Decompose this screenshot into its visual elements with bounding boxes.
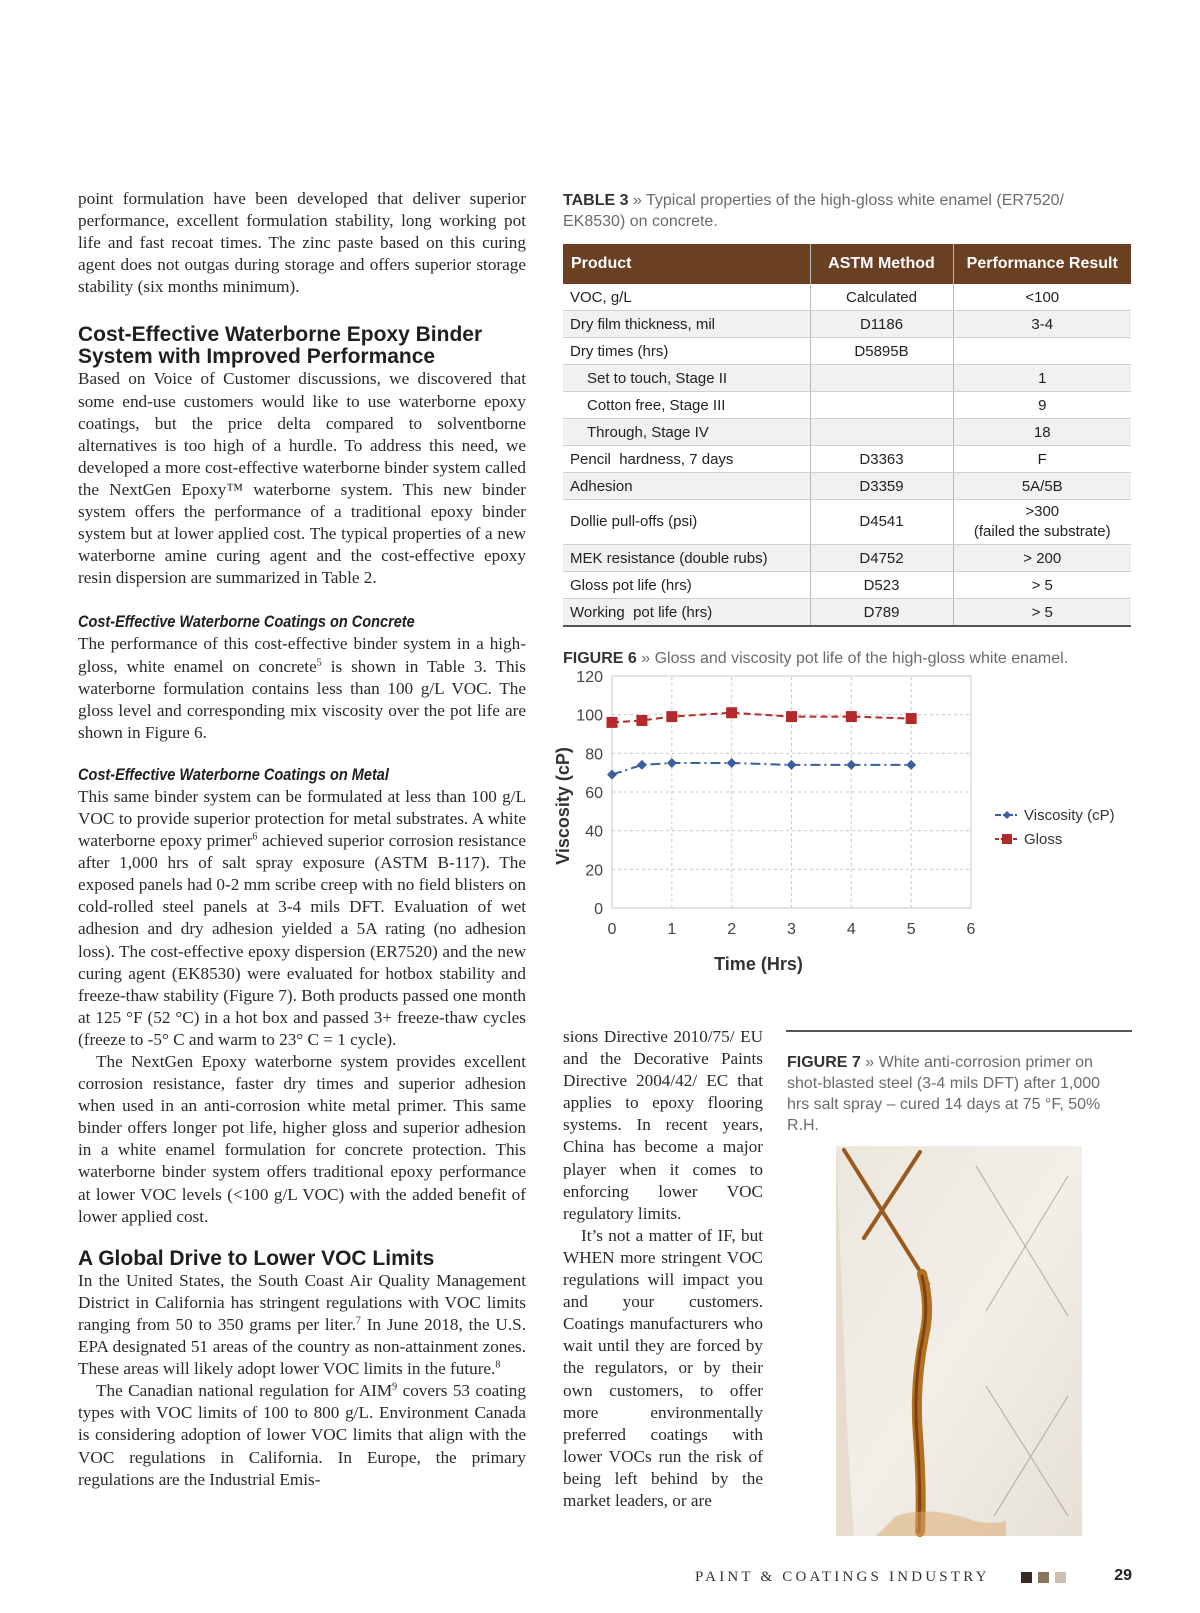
data-point-gloss xyxy=(666,711,677,722)
legend-label: Viscosity (cP) xyxy=(1024,807,1115,824)
y-tick-label: 60 xyxy=(585,785,603,802)
ref-6: 6 xyxy=(252,831,258,843)
primer-panel-photo xyxy=(836,1146,1082,1536)
table-cell: D3359 xyxy=(810,473,953,500)
table-cell: D4541 xyxy=(810,500,953,545)
paragraph-nextgen: The NextGen Epoxy waterborne system provides excellent corrosion resistance, faster dry times and superior adhesion when used in an anti-corrosion white metal primer. This same binder offers longer pot life, higher gloss and superior adhesion in a white enamel formulation for concrete protection. This waterborne binder system offers traditional epoxy performance at lower VOC levels (<100 g/L VOC) with the added benefit of lower applied cost. xyxy=(78,1052,526,1226)
y-tick-label: 100 xyxy=(576,707,603,725)
data-point-gloss xyxy=(726,707,737,718)
data-point-gloss xyxy=(906,713,917,724)
data-point-viscosity xyxy=(727,758,737,768)
table-cell: F xyxy=(953,446,1131,473)
chart-grid xyxy=(612,676,971,908)
table-cell: Set to touch, Stage II xyxy=(563,365,810,392)
table-cell: MEK resistance (double rubs) xyxy=(563,545,810,572)
table3 xyxy=(563,244,1131,627)
y-axis-label: Viscosity (cP) xyxy=(553,747,573,865)
table-row xyxy=(563,284,1131,311)
figure6-caption-text: Gloss and viscosity pot life of the high-gloss white enamel. xyxy=(654,650,1069,667)
data-point-viscosity xyxy=(667,758,677,768)
table-row xyxy=(563,419,1131,446)
heading-concrete: Cost-Effective Waterborne Coatings on Concrete xyxy=(78,613,415,632)
figure7-rule xyxy=(786,1030,1132,1032)
paragraph-us-b: In June 2018, the U.S. EPA designated 51 areas of the country as non-attainment zones. These areas will likely adopt lower VOC limits in the future. xyxy=(78,1314,526,1379)
x-tick-label: 0 xyxy=(607,921,617,938)
column-header-product: Product xyxy=(563,244,810,284)
dollie-value: >300 xyxy=(1025,503,1060,520)
paragraph-us-a: In the United States, the South Coast Air Quality Management District in California has stringent regulations with VOC limits ranging from 50 to 350 grams per liter. xyxy=(78,1270,526,1334)
table-cell: 18 xyxy=(953,419,1131,446)
table-row xyxy=(563,473,1131,500)
table-cell xyxy=(810,365,953,392)
figure6-label: FIGURE 6 xyxy=(563,650,637,667)
table-cell: > 5 xyxy=(953,572,1131,599)
legend-marker xyxy=(1003,811,1011,819)
x-axis-label: Time (Hrs) xyxy=(714,954,803,974)
paragraph-concrete xyxy=(78,633,526,743)
table-cell xyxy=(810,392,953,419)
table-cell: Adhesion xyxy=(563,473,810,500)
table-cell: <100 xyxy=(953,284,1131,311)
table-row xyxy=(563,392,1131,419)
y-tick-label: 0 xyxy=(594,901,603,918)
panel-background xyxy=(836,1146,1082,1536)
table-cell: D789 xyxy=(810,599,953,627)
table-cell: Dry times (hrs) xyxy=(563,338,810,365)
table-row xyxy=(563,599,1131,627)
ref-8: 8 xyxy=(495,1359,501,1371)
table-cell: D523 xyxy=(810,572,953,599)
x-tick-label: 3 xyxy=(787,921,796,938)
data-point-gloss xyxy=(607,717,618,728)
table-cell: 3-4 xyxy=(953,311,1131,338)
table-cell: Cotton free, Stage III xyxy=(563,392,810,419)
x-tick-label: 6 xyxy=(966,921,976,938)
paragraph-metal xyxy=(78,786,526,1051)
paragraph-regulations: It’s not a matter of IF, but WHEN more stringent VOC regulations will impact you and your customers. Coatings manufacturers who wait until they are forced by the regulators, or by their own customers, to offer more environmentally preferred coatings with lower VOCs run the risk of being left behind by the market leaders, or are xyxy=(563,1225,763,1510)
chart-legend xyxy=(995,807,1115,848)
page-footer xyxy=(695,1567,1132,1589)
dollie-note: (failed the substrate) xyxy=(973,523,1111,540)
table-cell: D1186 xyxy=(810,311,953,338)
y-tick-label: 120 xyxy=(576,669,603,686)
table-row xyxy=(563,338,1131,365)
figure6-chart xyxy=(553,669,1145,1010)
table-row xyxy=(563,572,1131,599)
x-tick-label: 4 xyxy=(846,921,856,938)
table-row xyxy=(563,446,1131,473)
paragraph-canada-a: The Canadian national regulation for AIM xyxy=(96,1381,393,1401)
legend-marker xyxy=(1002,834,1012,844)
data-point-gloss xyxy=(636,715,647,726)
table-cell: Working pot life (hrs) xyxy=(563,599,810,627)
caption-arrow: » xyxy=(632,192,642,209)
caption-arrow: » xyxy=(865,1054,875,1071)
table-cell: Dry film thickness, mil xyxy=(563,311,810,338)
table-cell: > 5 xyxy=(953,599,1131,627)
left-column xyxy=(78,188,526,1491)
paragraph-metal-a: This same binder system can be formulated at less than 100 g/L VOC to provide superior protection for metal substrates. A white waterborne epoxy primer xyxy=(78,786,526,851)
x-tick-label: 5 xyxy=(906,921,916,938)
table-cell: Dollie pull-offs (psi) xyxy=(563,500,810,545)
middle-column xyxy=(563,1026,763,1512)
data-point-viscosity xyxy=(906,760,916,770)
table-cell: Pencil hardness, 7 days xyxy=(563,446,810,473)
series-line-viscosity xyxy=(612,763,911,775)
table3-caption-text: Typical properties of the high-gloss white enamel (ER7520/ EK8530) on concrete. xyxy=(563,192,1064,230)
table-row xyxy=(563,500,1131,545)
table-row xyxy=(563,545,1131,572)
paragraph-binder: Based on Voice of Customer discussions, we discovered that some end-use customers would like to use waterborne epoxy coatings, but the price delta compared to solventborne alternatives is too high of a hurdle. To address this need, we developed a more cost-effective waterborne binder system called the NextGen Epoxy™ waterborne system. This new binder system offers the performance of a traditional epoxy binder system but at lower applied cost. The typical properties of a new waterborne amine curing agent and the cost-effective epoxy resin dispersion are summarized in Table 2. xyxy=(78,369,526,588)
data-point-gloss xyxy=(786,711,797,722)
footer-square xyxy=(1055,1572,1066,1583)
paragraph-concrete-b: is shown in Table 3. This waterborne formulation contains less than 100 g/L VOC. The gloss level and corresponding mix viscosity over the pot life are shown in Figure 6. xyxy=(78,656,526,742)
y-tick-label: 20 xyxy=(585,862,603,880)
paragraph-eu: sions Directive 2010/75/ EU and the Decorative Paints Directive 2004/42/ EC that applies to epoxy flooring systems. In recent years, China has become a major player when it comes to enforcing lower VOC regulatory limits. xyxy=(563,1027,763,1223)
table-cell: 1 xyxy=(953,365,1131,392)
table-cell: > 200 xyxy=(953,545,1131,572)
heading-global: A Global Drive to Lower VOC Limits xyxy=(78,1246,435,1270)
heading-binder-system: Cost-Effective Waterborne Epoxy Binder System with Improved Performance xyxy=(78,323,483,369)
table-header-row xyxy=(563,244,1131,284)
legend-label: Gloss xyxy=(1024,831,1063,848)
table3-label: TABLE 3 xyxy=(563,192,629,209)
x-tick-label: 2 xyxy=(727,921,737,938)
paragraph-metal-b: achieved superior corrosion resistance after 1,000 hrs of salt spray exposure (ASTM B-117). The exposed panels had 0-2 mm scribe creep with no field blisters on cold-rolled steel panels at 3-4 mils DFT. Evaluation of wet adhesion and dry adhesion yielded a 5A rating (no adhesion loss). The cost-effective epoxy dispersion (ER7520) and the new curing agent (EK8530) were evaluated for hotbox stability and freeze-thaw stability (Figure 7). Both products passed one month at 125 °F (52 °C) in a hot box and passed 3+ freeze-thaw cycles (freeze to -5° C and warm to 23° C = 1 cycle). xyxy=(78,831,526,1049)
table-cell: 5A/5B xyxy=(953,473,1131,500)
table-row xyxy=(563,311,1131,338)
figure7-caption xyxy=(787,1052,1122,1136)
table-cell: VOC, g/L xyxy=(563,284,810,311)
table-cell: Through, Stage IV xyxy=(563,419,810,446)
table-cell: D3363 xyxy=(810,446,953,473)
table-cell xyxy=(810,419,953,446)
x-tick-label: 1 xyxy=(667,921,677,938)
ref-5: 5 xyxy=(316,656,322,668)
footer-square xyxy=(1021,1572,1032,1583)
table-cell: Gloss pot life (hrs) xyxy=(563,572,810,599)
y-tick-label: 40 xyxy=(585,823,603,841)
chart-series xyxy=(607,707,917,779)
publication-name: PAINT & COATINGS INDUSTRY xyxy=(695,1569,990,1585)
table-cell xyxy=(953,338,1131,365)
paragraph-canada-b: covers 53 coating types with VOC limits of 100 to 800 g/L. Environment Canada is considering adoption of lower VOC limits that align with the VOC regulations in California. In Europe, the primary regulations are the Industrial Emis- xyxy=(78,1381,526,1489)
paragraph-us xyxy=(78,1270,526,1380)
data-point-viscosity xyxy=(846,760,856,770)
data-point-gloss xyxy=(846,711,857,722)
table-cell: Calculated xyxy=(810,284,953,311)
table-cell: D4752 xyxy=(810,545,953,572)
ref-7: 7 xyxy=(355,1315,361,1327)
data-point-viscosity xyxy=(607,770,617,780)
figure6-caption xyxy=(563,650,1143,668)
column-header-result: Performance Result xyxy=(953,244,1131,284)
column-header-astm: ASTM Method xyxy=(810,244,953,284)
paragraph-canada xyxy=(78,1380,526,1490)
paragraph-concrete-a: The performance of this cost-effective binder system in a high-gloss, white enamel on concrete xyxy=(78,634,526,676)
figure7-caption-text: White anti-corrosion primer on shot-blasted steel (3-4 mils DFT) after 1,000 hrs salt spray – cured 14 days at 75 °F, 50% R.H. xyxy=(787,1054,1101,1134)
table-cell: 9 xyxy=(953,392,1131,419)
data-point-viscosity xyxy=(637,760,647,770)
table-row xyxy=(563,365,1131,392)
heading-metal: Cost-Effective Waterborne Coatings on Metal xyxy=(78,765,389,784)
figure7-label: FIGURE 7 xyxy=(787,1054,861,1071)
ref-9: 9 xyxy=(392,1381,398,1393)
table-cell-dollie-result xyxy=(953,500,1131,545)
paragraph-intro: point formulation have been developed that deliver superior performance, excellent formulation stability, long working pot life and fast recoat times. The zinc paste based on this curing agent does not outgas during storage and offers superior storage stability (six months minimum). xyxy=(78,189,526,297)
page-number: 29 xyxy=(1114,1567,1132,1584)
y-tick-label: 80 xyxy=(585,746,603,764)
caption-arrow: » xyxy=(641,650,651,667)
footer-square xyxy=(1038,1572,1049,1583)
data-point-viscosity xyxy=(787,760,797,770)
table3-caption xyxy=(563,190,1123,232)
table-cell: D5895B xyxy=(810,338,953,365)
